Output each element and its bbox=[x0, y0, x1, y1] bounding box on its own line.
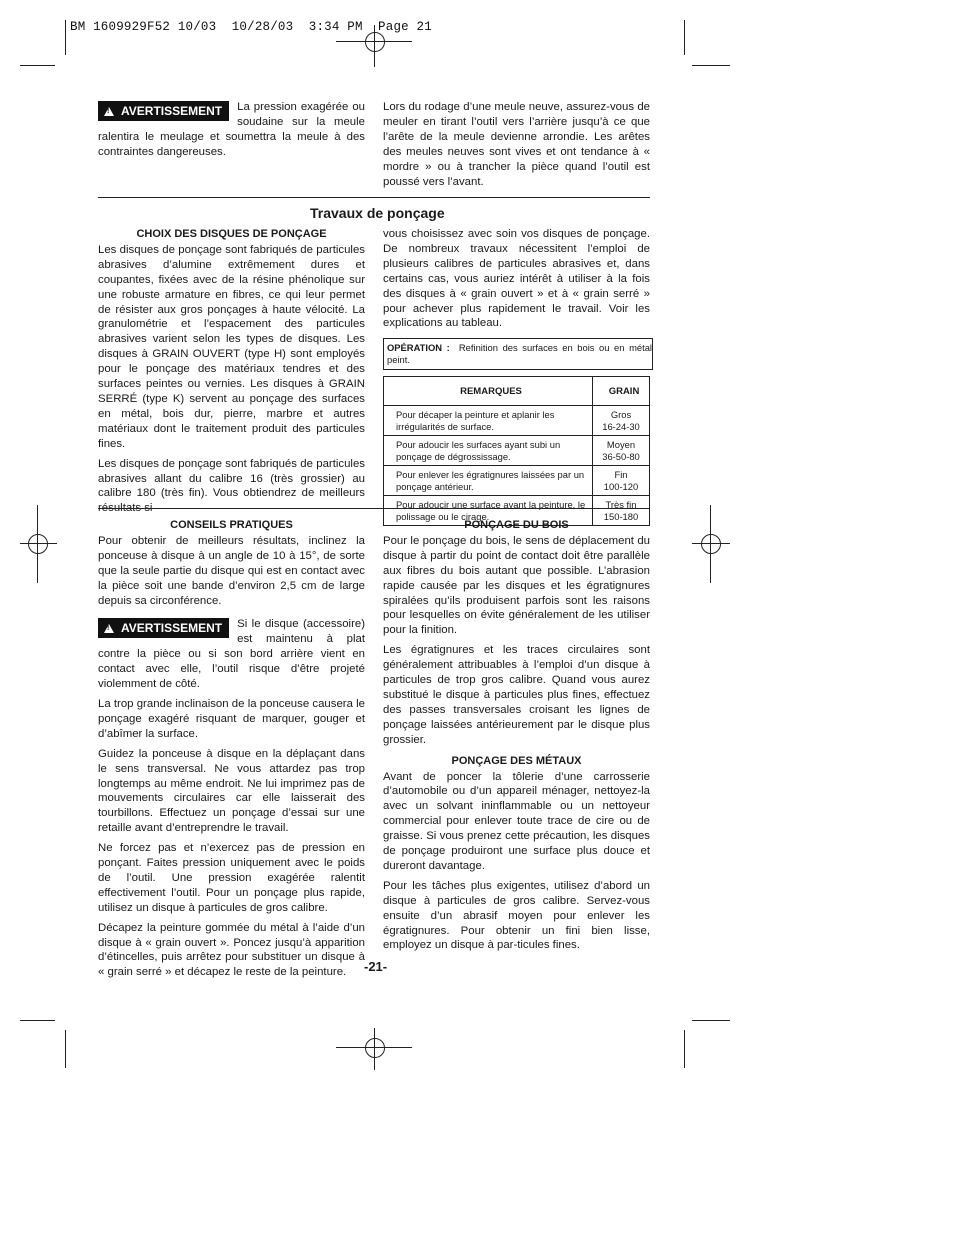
conseils-warning: !AVERTISSEMENT Si le disque (accessoire) est maintenu à plat contre la pièce ou si son bord arrière vient en contact avec elle, l’outil risque d’être projeté violemment de côté. bbox=[98, 617, 365, 692]
conseils-heading: CONSEILS PRATIQUES bbox=[170, 519, 293, 531]
remark-cell: Pour adoucir les surfaces ayant subi un ponçage de dégrossissage. bbox=[384, 436, 593, 466]
choix-heading: CHOIX DES DISQUES DE PONÇAGE bbox=[136, 228, 327, 240]
warning-triangle-icon bbox=[104, 107, 114, 116]
grain-cell: Moyen 36-50-80 bbox=[593, 436, 650, 466]
choix-paragraph-1: Les disques de ponçage sont fabriqués de particules abrasives d’alumine extrêmement dures et coupantes, fixées avec de la résine phénolique sur une robuste armature en fibres, ce qui leur permet de résister aux gros ponçages à haute vélocité. La granulométrie et l’espacement des particules abrasives varient selon les types de disques. Les disques à GRAIN OUVERT (type H) sont employés pour le ponçage des matériaux tendres et des surfaces peintes ou vernies. Les disques à GRAIN SERRÉ (type K) servent au ponçage des surfaces en métal, bois dur, pierre, marbre et autres matériaux dont le traitement produit des particules fines. bbox=[98, 243, 365, 450]
warning-triangle-icon bbox=[104, 624, 114, 633]
operation-text: Refinition des surfaces en bois ou en métal peint. bbox=[387, 342, 652, 365]
operation-header bbox=[383, 338, 653, 370]
table-row bbox=[384, 436, 650, 466]
warning-badge: !AVERTISSEMENT bbox=[98, 101, 229, 121]
metaux-paragraph-1: Avant de poncer la tôlerie d’une carrosserie d’automobile ou d’un appareil ménager, nettoyez-la avec un solvant ininflammable ou un nettoyeur commercial pour enlever toute trace de cire ou de graisse. Si vous prenez cette précaution, les disques de ponçage produiront une surface plus douce et dureront davantage. bbox=[383, 770, 650, 872]
conseils-paragraph-1: Pour obtenir de meilleurs résultats, inclinez la ponceuse à disque à un angle de 10 à 15°, de sorte que la seule partie du disque qui est en contact avec la pièce soit une bande d’environ 2,5 cm de large depuis sa circonférence. bbox=[98, 534, 365, 607]
table-row bbox=[384, 466, 650, 496]
crop-mark bbox=[692, 65, 730, 66]
bois-heading: PONÇAGE DU BOIS bbox=[464, 519, 569, 531]
col-remarks: REMARQUES bbox=[384, 377, 593, 406]
crop-mark bbox=[20, 65, 55, 66]
choix-paragraph-2: Les disques de ponçage sont fabriqués de particules abrasives allant du calibre 16 (très grossier) au calibre 180 (très fin). Vous obtiendrez de meilleurs résultats si bbox=[98, 457, 365, 515]
top-left-column bbox=[98, 100, 365, 165]
section-divider bbox=[98, 508, 650, 509]
crop-mark bbox=[692, 1020, 730, 1021]
registration-circle bbox=[701, 534, 721, 554]
top-warning: !AVERTISSEMENT La pression exagérée ou soudaine sur la meule ralentira le meulage et soumettra la meule à des contraintes dangereuses. bbox=[98, 100, 365, 160]
crop-mark bbox=[20, 1020, 55, 1021]
top-right-column bbox=[383, 100, 650, 194]
section-title: Travaux de ponçage bbox=[310, 205, 445, 221]
page-number: -21- bbox=[364, 959, 388, 974]
registration-circle bbox=[365, 32, 385, 52]
bois-paragraph-1: Pour le ponçage du bois, le sens de déplacement du disque à partir du point de contact doit être parallèle aux fibres du bois autant que possible. L’abrasion rapide causée par les disques et les égratignures spiralées qu’ils produisent parfois sont les raisons pour lesquelles on évite généralement de les utiliser pour la finition. bbox=[383, 534, 650, 637]
table-header-row bbox=[384, 377, 650, 406]
conseils-paragraph-5: Décapez la peinture gommée du métal à l’aide d’un disque à « grain ouvert ». Poncez jusqu’à apparition d’étincelles, puis arrêtez pour substituer un disque à « grain serré » et décapez le reste de la peinture. bbox=[98, 921, 365, 979]
bois-metaux-column bbox=[383, 518, 650, 958]
crop-mark bbox=[65, 1030, 66, 1068]
remark-cell: Pour décaper la peinture et aplanir les irrégularités de surface. bbox=[384, 406, 593, 436]
metaux-heading: PONÇAGE DES MÉTAUX bbox=[451, 754, 582, 767]
registration-circle bbox=[365, 1038, 385, 1058]
crop-mark bbox=[684, 20, 685, 55]
conseils-paragraph-3: Guidez la ponceuse à disque en la déplaçant dans le sens transversal. Ne vous attardez pas trop longtemps au même endroit. Ne lui imprimez pas de mouvements circulaires car elle laisserait des tourbillons. Effectuez un ponçage d’essai sur une retaille avant d’entreprendre le travail. bbox=[98, 747, 365, 835]
section-divider bbox=[98, 197, 650, 198]
operation-label: OPÉRATION : bbox=[387, 342, 450, 354]
col-grain: GRAIN bbox=[593, 377, 650, 406]
metaux-paragraph-2: Pour les tâches plus exigentes, utilisez d’abord un disque à particules de gros calibre. Servez-vous ensuite d’un abrasif moyen pour enlever les égratignures. Pour obtenir un fini bien lisse, employez un disque à par-ticules fines. bbox=[383, 879, 650, 952]
conseils-paragraph-2: La trop grande inclinaison de la ponceuse causera le ponçage exagéré risquant de marquer, gouger et d’abîmer la surface. bbox=[98, 697, 365, 740]
conseils-paragraph-4: Ne forcez pas et n’exercez pas de pression en ponçant. Faites pression uniquement avec le poids de l’outil. Une pression exagérée ralentit effectivement l’outil. Pour un ponçage plus rapide, utilisez un disque à particules de gros calibre. bbox=[98, 842, 365, 914]
print-slug: BM 1609929F52 10/03 10/28/03 3:34 PM Page 21 bbox=[70, 20, 432, 34]
crop-mark bbox=[684, 1030, 685, 1068]
registration-circle bbox=[28, 534, 48, 554]
conseils-column bbox=[98, 518, 365, 985]
table-row bbox=[384, 406, 650, 436]
top-right-paragraph: Lors du rodage d’une meule neuve, assurez-vous de meuler en tirant l’outil vers l’arrière jusqu’à ce que l’arête de la meule devienne arrondie. Les arêtes des meules neuves sont vives et ont tendance à « mordre » ou à trancher la pièce quand l’outil est poussé vers l’avant. bbox=[383, 101, 650, 188]
crop-mark bbox=[65, 20, 66, 55]
remark-cell: Pour enlever les égratignures laissées par un ponçage antérieur. bbox=[384, 466, 593, 496]
grain-cell: Gros 16-24-30 bbox=[593, 406, 650, 436]
choix-column bbox=[98, 227, 365, 521]
bois-paragraph-2: Les égratignures et les traces circulaires sont généralement attribuables à l’emploi d’un disque à particules de trop gros calibre. Quand vous aurez substitué le disque à particules plus fines, effectuez des passes transversales croisant les lignes de ponçage laissées antérieurement par le disque plus grossier. bbox=[383, 644, 650, 746]
remark-cell: Pour adoucir une surface avant la peinture, le polissage ou le cirage. bbox=[384, 496, 593, 526]
choix-paragraph-3: vous choisissez avec soin vos disques de ponçage. De nombreux travaux nécessitent l’emploi de plusieurs calibres de particules abrasives et, dans certains cas, vous auriez intérêt à utiliser à la fois des disques à « grain ouvert » et à « grain serré » pour achever plus rapidement le travail. Voir les explications au tableau. bbox=[383, 228, 650, 330]
warning-badge: !AVERTISSEMENT bbox=[98, 618, 229, 638]
grain-cell: Fin 100-120 bbox=[593, 466, 650, 496]
grain-cell: Très fin 150-180 bbox=[593, 496, 650, 526]
grain-table bbox=[383, 376, 650, 526]
choix-column-right bbox=[383, 227, 650, 526]
